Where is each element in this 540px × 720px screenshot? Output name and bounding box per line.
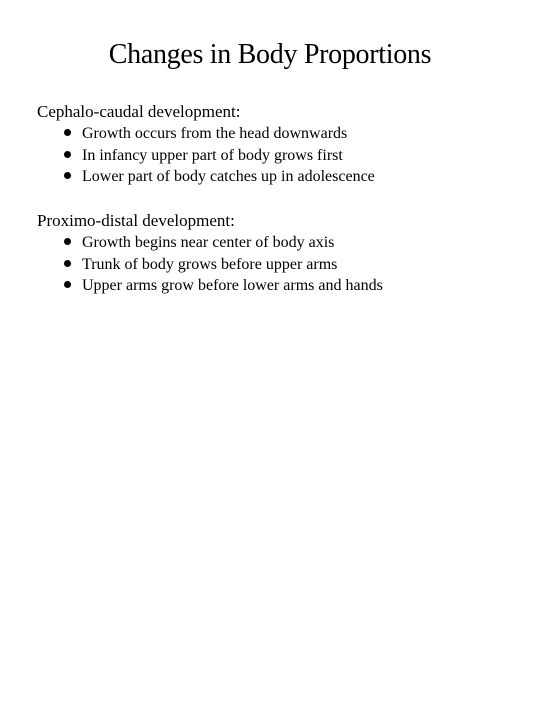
bullet-item	[37, 254, 527, 276]
bullet-text: Growth begins near center of body axis	[82, 234, 335, 251]
bullet-dot-icon	[64, 260, 71, 267]
bullet-item	[37, 232, 527, 254]
section-heading: Cephalo-caudal development:	[37, 102, 241, 121]
bullet-text: Trunk of body grows before upper arms	[82, 255, 338, 273]
bullet-dot-icon	[64, 172, 71, 179]
bullet-text: Growth occurs from the head downwards	[82, 125, 348, 142]
bullet-item	[37, 275, 527, 297]
bullet-text: Upper arms grow before lower arms and hands	[82, 277, 383, 295]
bullet-list	[37, 123, 527, 188]
bullet-item	[37, 145, 527, 167]
slide-title: Changes in Body Proportions	[108, 39, 432, 70]
section-cephalo-caudal	[37, 101, 527, 188]
bullet-text: In infancy upper part of body grows first	[82, 146, 343, 164]
bullet-dot-icon	[64, 238, 71, 245]
bullet-dot-icon	[64, 281, 71, 288]
section-proximo-distal	[37, 210, 527, 297]
bullet-item	[37, 123, 527, 145]
bullet-text: Lower part of body catches up in adolescence	[82, 168, 375, 186]
bullet-item	[37, 166, 527, 188]
section-heading: Proximo-distal development:	[37, 211, 235, 230]
bullet-dot-icon	[64, 129, 71, 136]
bullet-dot-icon	[64, 151, 71, 158]
bullet-list	[37, 232, 527, 297]
